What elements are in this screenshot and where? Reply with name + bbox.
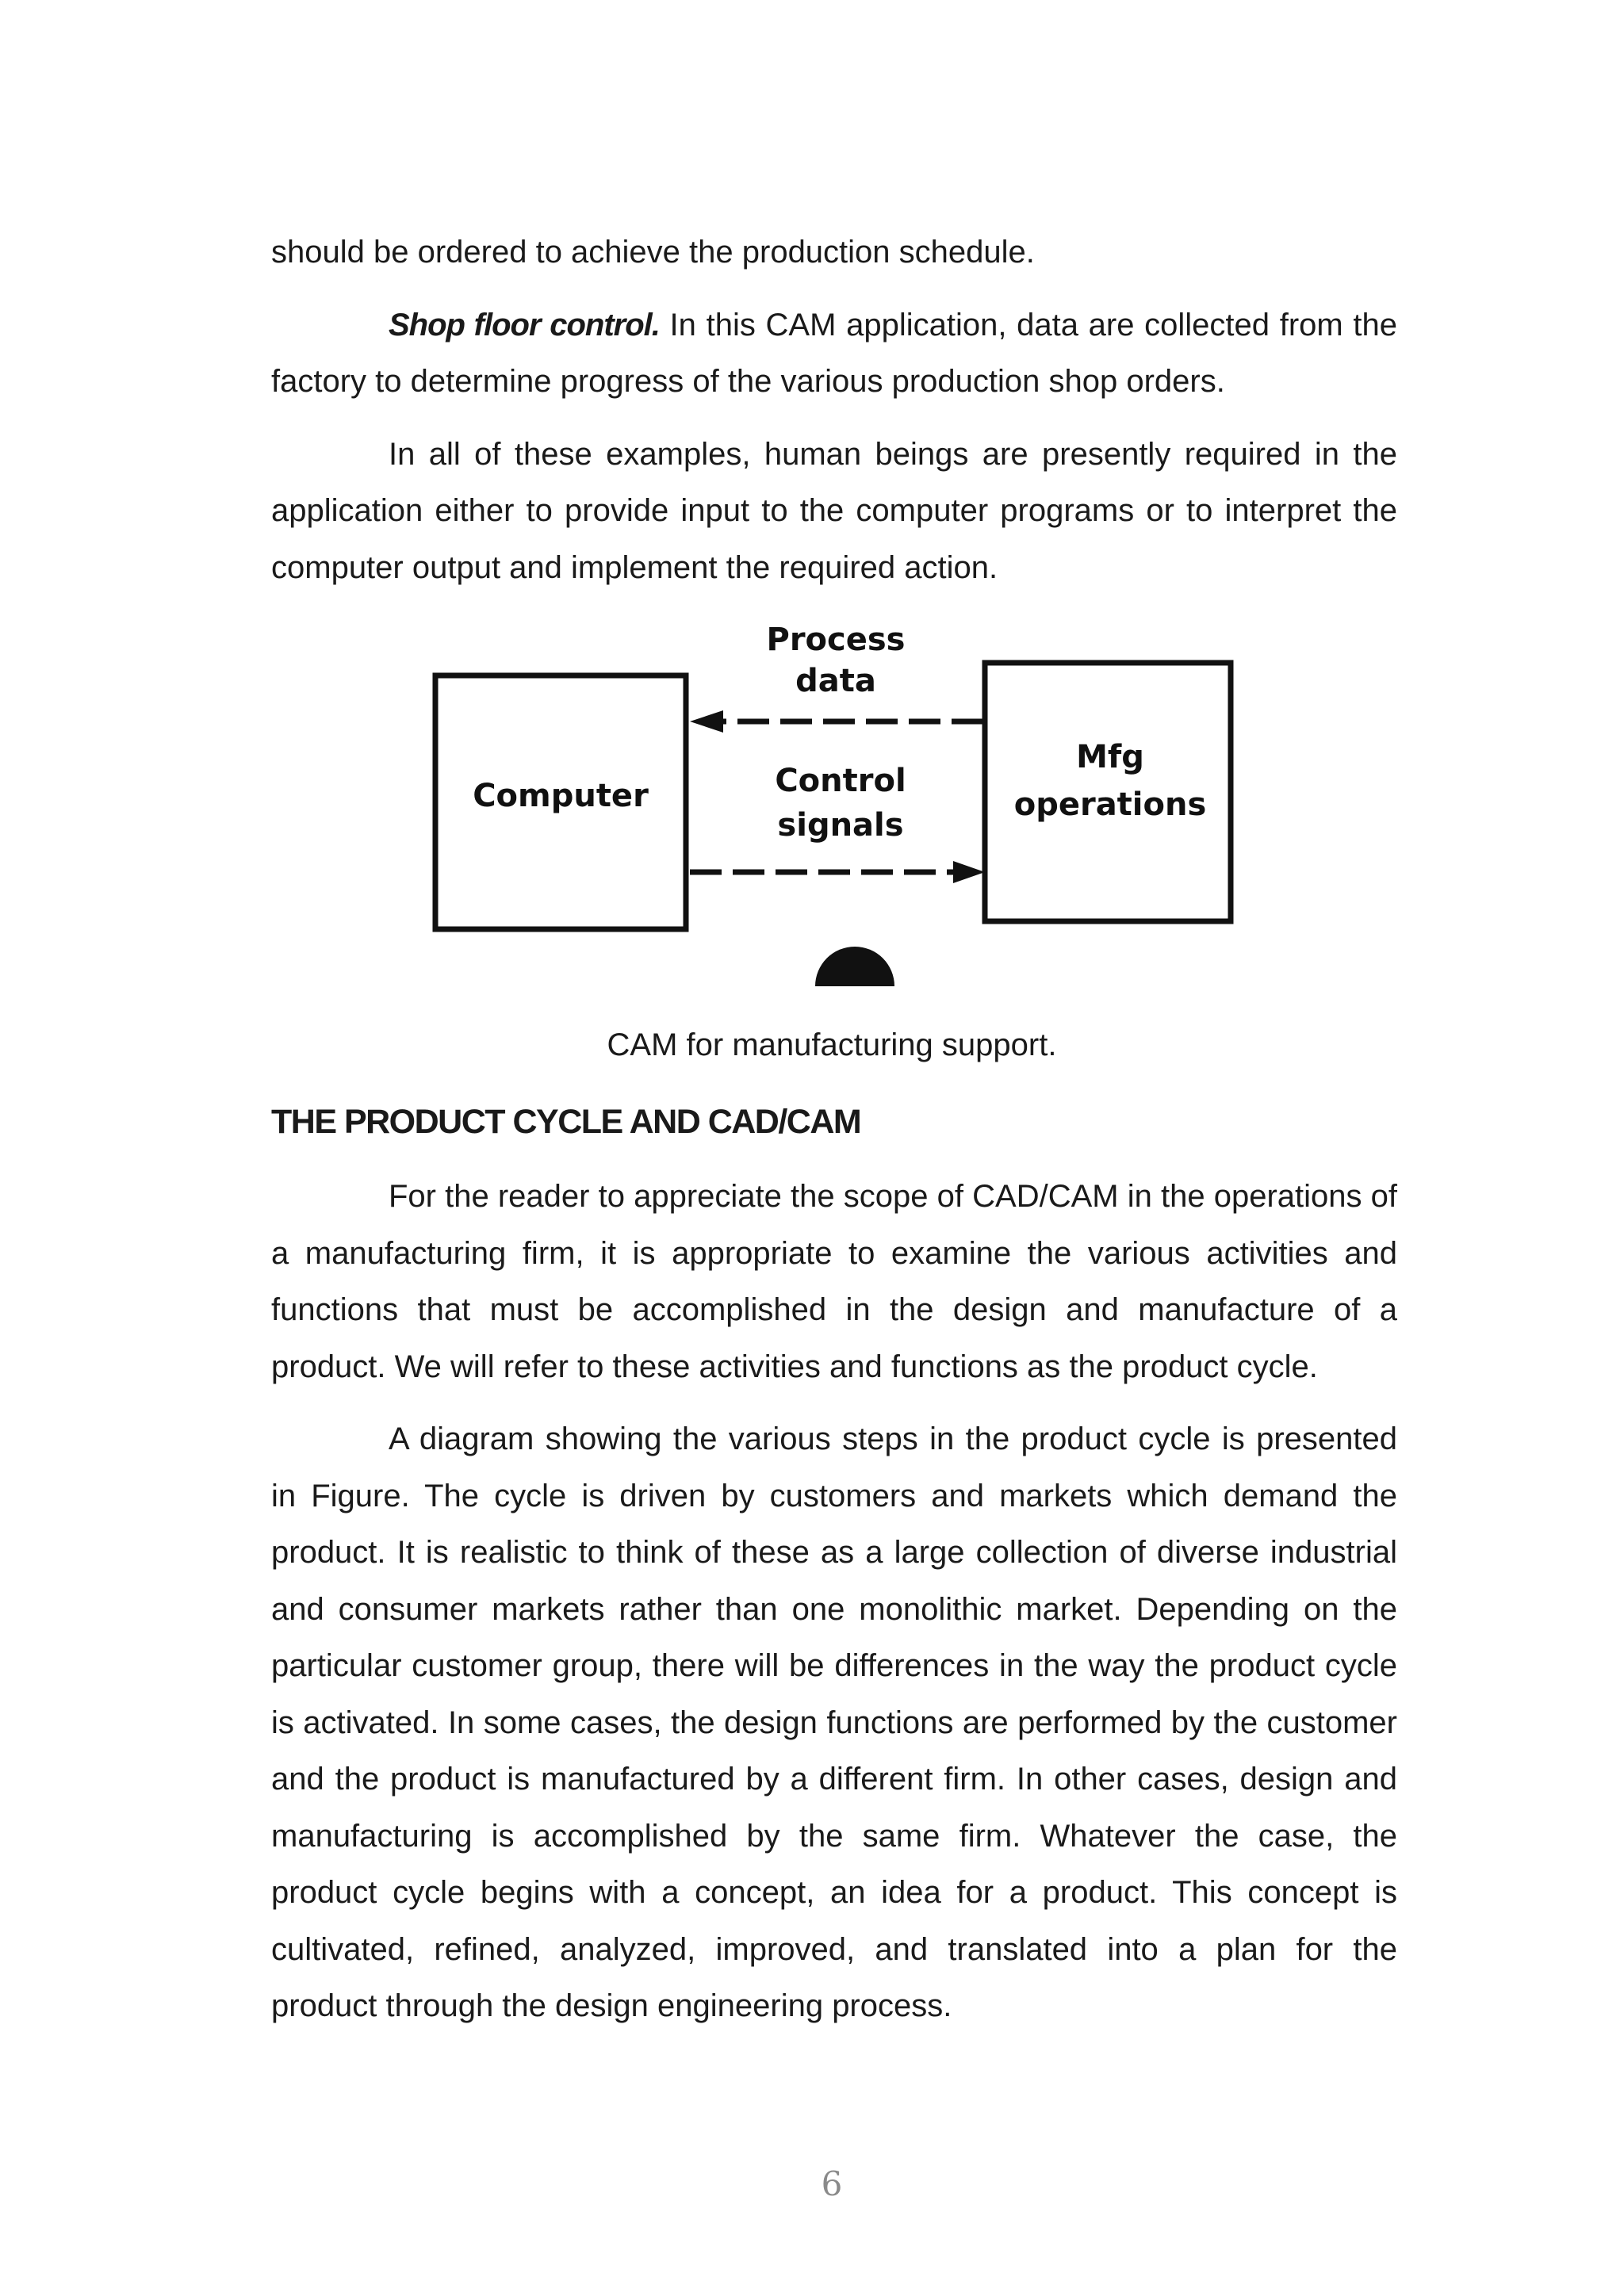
process-label: Process: [766, 622, 906, 658]
cam-support-figure: [412, 610, 1269, 1007]
paragraph-shop-floor-control: [271, 297, 1397, 411]
paragraph-human-involvement: In all of these examples, human beings are presently required in the application either to provide input to the computer programs or to interpret the computer output and implement the required action.: [271, 436, 1397, 585]
paragraph-continuation: should be ordered to achieve the production schedule.: [271, 235, 1035, 270]
top-text-block: [271, 224, 1397, 596]
data-label: data: [795, 663, 876, 699]
process-data-arrowhead: [690, 710, 723, 733]
signals-label: signals: [777, 807, 904, 844]
shop-floor-control-text: In this CAM application, data are collected from the factory to determine progress of the various production shop orders.: [271, 307, 1398, 399]
page-number: 6: [821, 2164, 843, 2203]
cam-diagram: [412, 610, 1269, 1007]
mfg-label: Mfg: [1076, 739, 1144, 775]
figure-caption: CAM for manufacturing support.: [607, 1027, 1057, 1062]
control-label: Control: [775, 763, 906, 799]
human-operator-icon: [815, 947, 894, 986]
computer-label: Computer: [473, 778, 649, 814]
shop-floor-control-term: Shop floor control.: [389, 307, 660, 342]
paragraph-scope: For the reader to appreciate the scope of CAD/CAM in the operations of a manufacturing firm, it is appropriate to examine the various activities and functions that must be accomplished in the design and manufacture of a product. We will refer to these activities and functions as the product cycle.: [271, 1179, 1397, 1384]
bottom-text-block: [271, 1169, 1397, 2035]
operations-label: operations: [1013, 786, 1207, 823]
control-signals-arrowhead: [953, 861, 985, 883]
section-heading: THE PRODUCT CYCLE AND CAD/CAM: [271, 1103, 861, 1141]
paragraph-product-cycle: A diagram showing the various steps in the product cycle is presented in Figure. The cycle is driven by customers and markets which demand the product. It is realistic to think of these as a large collection of diverse industrial and consumer markets rather than one monolithic market. Depending on the particular customer group, there will be differences in the way the product cycle is activated. In some cases, the design functions are performed by the customer and the product is manufactured by a different firm. In other cases, design and manufacturing is accomplished by the same firm. Whatever the case, the product cycle begins with a concept, an idea for a product. This concept is cultivated, refined, analyzed, improved, and translated into a plan for the product through the design engineering process.: [271, 1422, 1397, 2023]
